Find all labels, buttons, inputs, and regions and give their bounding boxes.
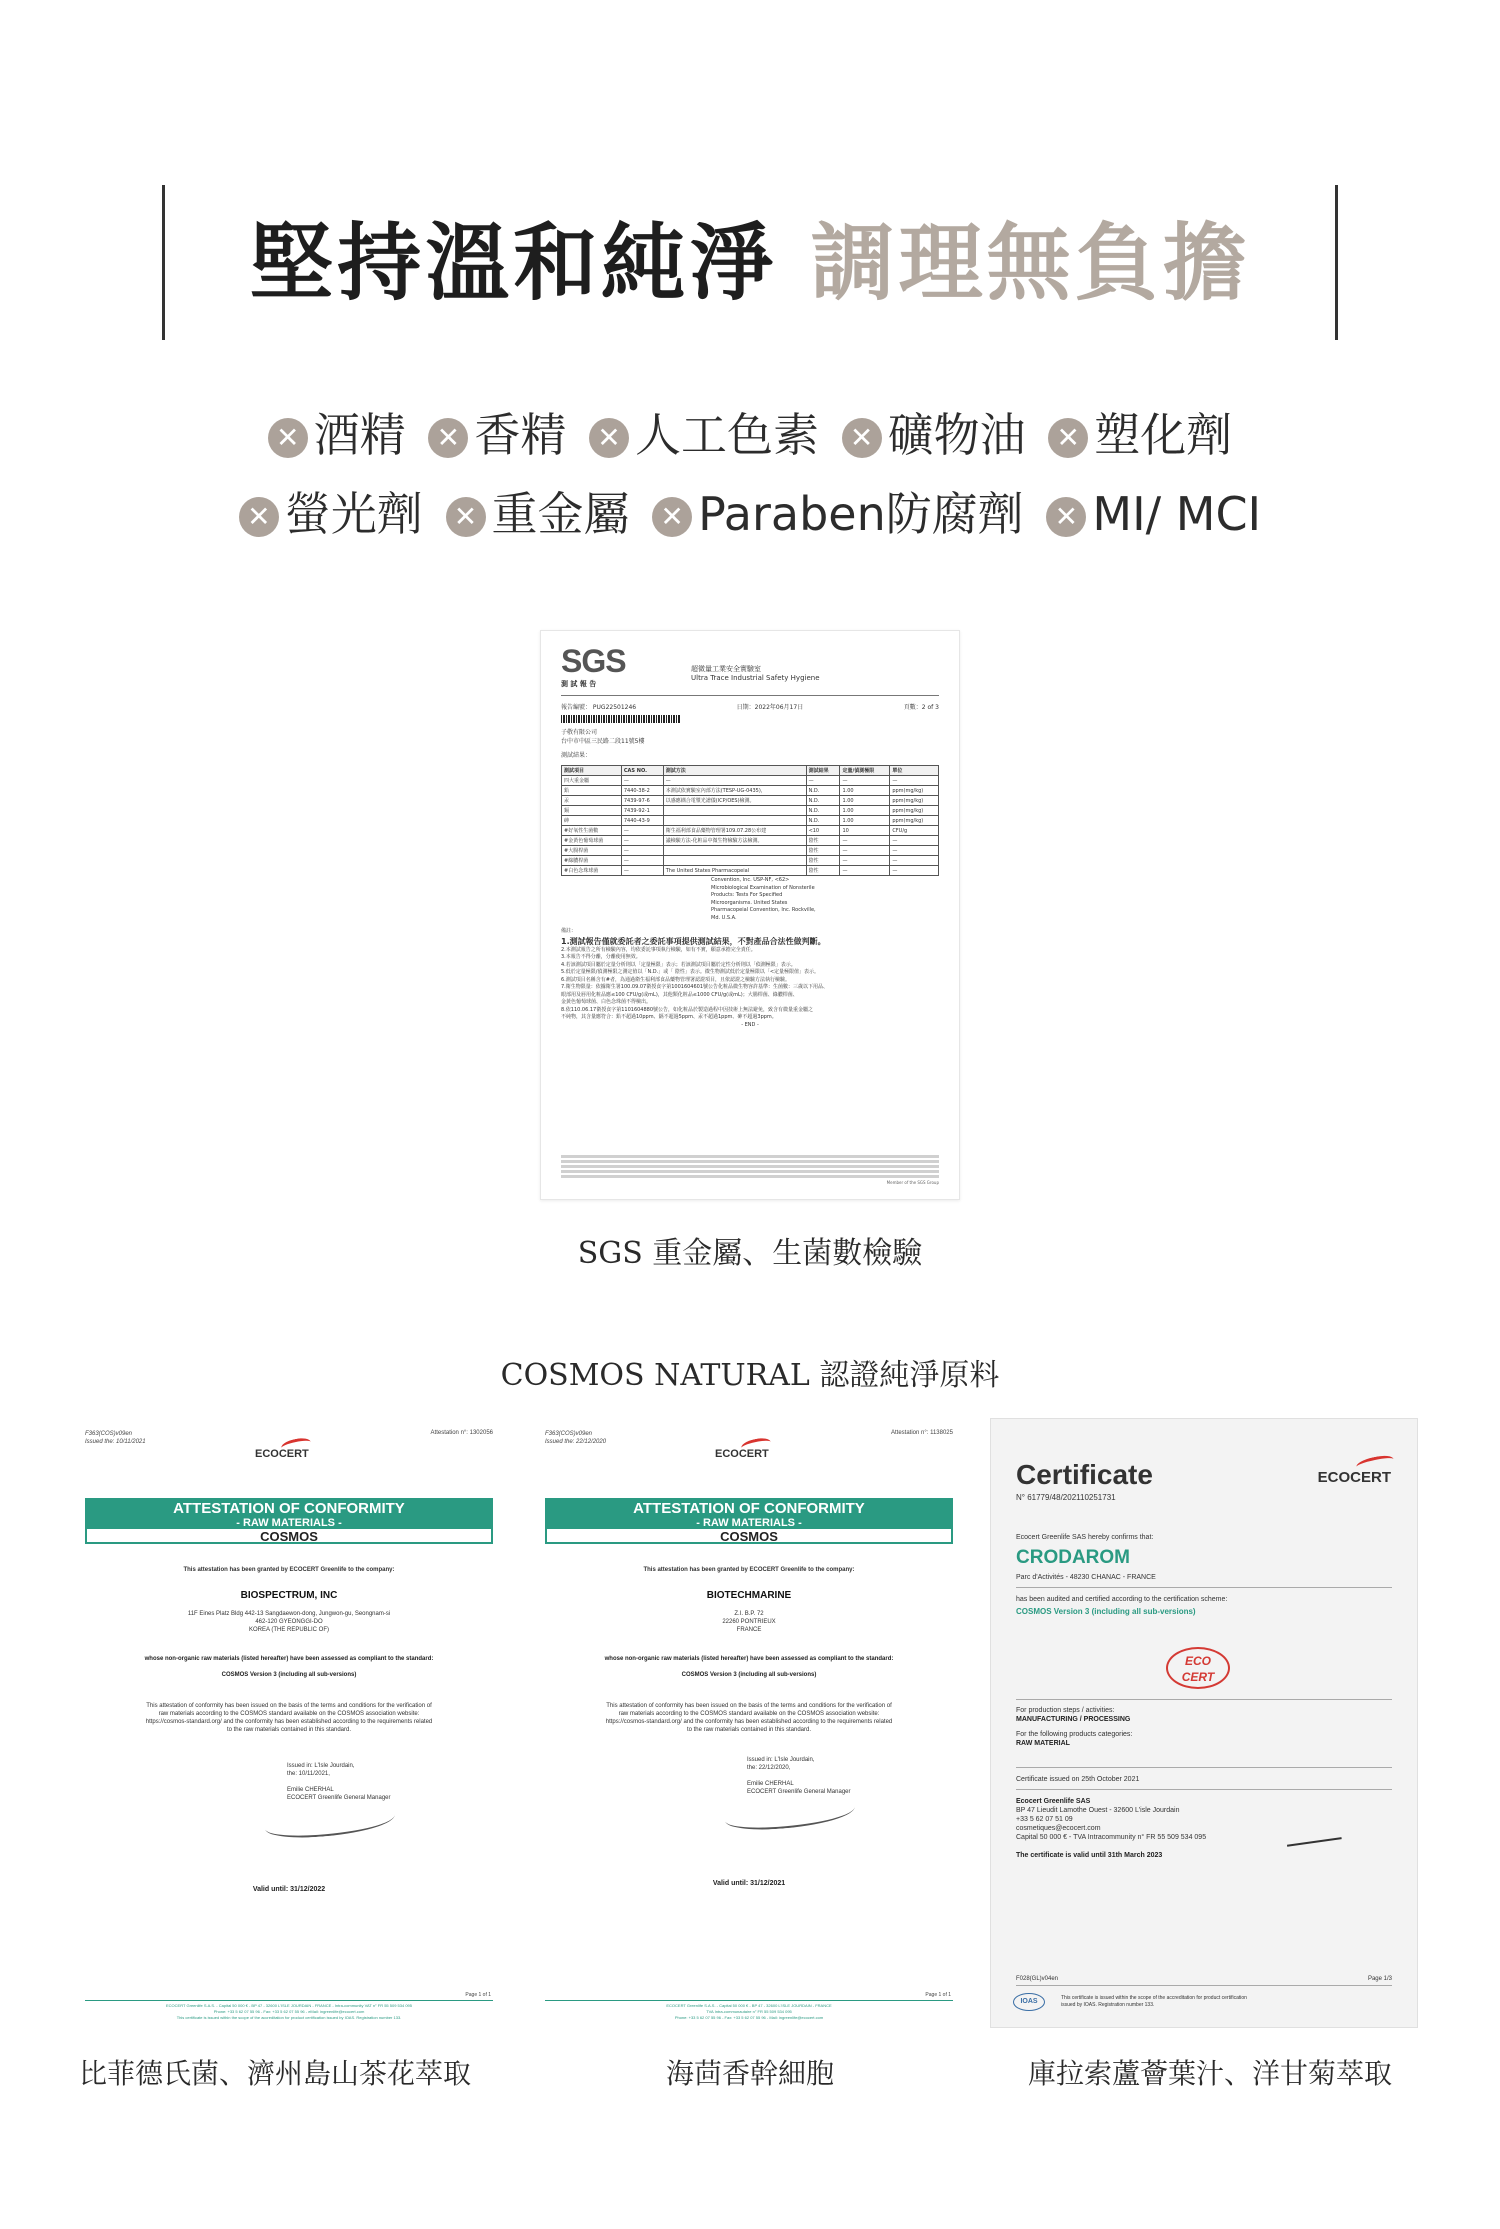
sgs-logo: SGS: [561, 643, 626, 679]
table-cell: 7440-38-2: [621, 786, 663, 796]
footer-rule: [545, 2000, 953, 2001]
divider: [1016, 1699, 1392, 1700]
granted-text: This attestation has been granted by ECOCERT Greenlife to the company:: [643, 1567, 855, 1573]
sgs-report-label: 測 試 報 告: [561, 680, 597, 688]
form-ref: F363(COS)v09en Issued the: 22/12/2020: [545, 1431, 607, 1445]
cosmos-caption: COSMOS NATURAL 認證純淨原料: [500, 1358, 1000, 1393]
compliant-text: whose non-organic raw materials (listed hereafter) have been assessed as compliant to the standard:: [604, 1656, 894, 1662]
table-cell: CFU/g: [890, 826, 939, 836]
x-circle-icon: ✕: [842, 418, 882, 458]
table-cell: ppm(mg/kg): [890, 786, 939, 796]
free-from-item: ✕ 塑化劑: [1048, 405, 1232, 465]
scheme-text: COSMOS Version 3 (including all sub-versions): [1016, 1607, 1196, 1616]
page-title-frame: [162, 185, 1338, 340]
table-cell: [663, 816, 806, 826]
company-name: CRODAROM: [1016, 1547, 1130, 1568]
sgs-client: 子敬有限公司: [561, 729, 598, 736]
company-address: 11F Eines Platz Bldg 442-13 Sangdaewon-dong, Jungwon-gu, Seongnam-si 462-120 GYEONGGI-DO KOREA (THE REPUBLIC OF): [187, 1611, 391, 1633]
table-cell: —: [621, 826, 663, 836]
cert-caption-1: 比菲德氏菌、濟州島山茶花萃取: [78, 2057, 471, 2090]
table-cell: —: [621, 866, 663, 876]
table-cell: 鎘: [562, 806, 622, 816]
signature: [724, 1796, 856, 1833]
standard-text: COSMOS Version 3 (including all sub-versions): [221, 1672, 357, 1678]
title-dark-part: 堅持溫和純淨: [249, 213, 778, 312]
divider: [1016, 1767, 1392, 1768]
table-header-row: 測試項目 CAS NO. 測試方法 測試結果 定量/偵測極限 單位: [562, 766, 939, 776]
table-cell: 7439-97-6: [621, 796, 663, 806]
table-cell: 陰性: [806, 866, 840, 876]
ecocert-logo: ECOCERT: [255, 1448, 309, 1460]
table-cell: N.D.: [806, 786, 840, 796]
table-cell: [663, 856, 806, 866]
sgs-caption: SGS 重金屬、生菌數檢驗: [577, 1236, 923, 1271]
page-number: Page 1 of 1: [925, 1992, 951, 1998]
ecocert-attestation-1: [75, 1418, 503, 2028]
signature: [1285, 1825, 1341, 1847]
signature: [264, 1804, 396, 1841]
x-circle-icon: ✕: [1048, 418, 1088, 458]
steps-label: For production steps / activities:: [1016, 1707, 1115, 1714]
ecocert-attestation-2: [535, 1418, 963, 2028]
table-row: [562, 836, 939, 846]
table-row: [562, 796, 939, 806]
table-cell: ppm(mg/kg): [890, 796, 939, 806]
free-from-item: ✕ Paraben防腐劑: [652, 484, 1024, 544]
steps-value: MANUFACTURING / PROCESSING: [1016, 1716, 1131, 1723]
issued-block: Issued in: L'Isle Jourdain, the: 10/11/2021, Emilie CHERHAL ECOCERT Greenlife General Manager: [287, 1763, 391, 1801]
table-row: [562, 826, 939, 836]
table-cell: <10: [806, 826, 840, 836]
table-cell: #綠膿桿菌: [562, 856, 622, 866]
cert-caption-3: 庫拉索蘆薈葉汁、洋甘菊萃取: [1027, 2057, 1392, 2090]
table-cell: —: [806, 776, 840, 786]
confirms-text: Ecocert Greenlife SAS hereby confirms that:: [1016, 1534, 1154, 1541]
table-cell: 衛生福利部食品藥物管理署109.07.28公布建: [663, 826, 806, 836]
free-from-item: ✕ 螢光劑: [239, 484, 423, 544]
table-cell: —: [890, 856, 939, 866]
divider: [1016, 1789, 1392, 1790]
table-cell: #白色念珠球菌: [562, 866, 622, 876]
footer-text: ECOCERT Greenlife S.A.S. - Capital 50 000 € - BP 47 - 32600 L'ISLE JOURDAIN - FRANCE TVA Intra-communautaire n° FR 55 509 534 095 Phone: +33 5 62 07 55 96 - Fax: +33 5 62 07 55 96 - Mail: ingreenlife@ecocert.com: [666, 2003, 832, 2020]
table-cell: —: [621, 836, 663, 846]
free-from-item: ✕ 礦物油: [842, 405, 1026, 465]
audited-text: has been audited and certified according to the certification scheme:: [1016, 1596, 1228, 1603]
table-cell: N.D.: [806, 796, 840, 806]
sgs-address: 台中市中區三民路二段11號5樓: [561, 738, 645, 745]
basis-text: This attestation of conformity has been issued on the basis of the terms and conditions for the verification of raw materials according to the COSMOS standard available on the COSMOS association website: https://cosmos-standard.org/ and the conformity has been established according to the requirements related to the raw materials contained in this standard.: [605, 1703, 893, 1733]
issuer-block: Ecocert Greenlife SAS BP 47 Lieudit Lamothe Ouest - 32600 L'isle Jourdain +33 5 62 07 51 09 cosmetiques@ecocert.com Capital 50 000 € - TVA Intracommunity n° FR 55 509 534 095: [1016, 1798, 1207, 1841]
compliant-text: whose non-organic raw materials (listed hereafter) have been assessed as compliant to the standard:: [144, 1656, 434, 1662]
standard-text: COSMOS Version 3 (including all sub-versions): [681, 1672, 817, 1678]
attestation-banner: ATTESTATION OF CONFORMITY - RAW MATERIALS - COSMOS: [85, 1498, 493, 1544]
table-row: [562, 806, 939, 816]
barcode-icon: [561, 715, 681, 723]
page-number: Page 1 of 1: [465, 1992, 491, 1998]
table-cell: 議檢驗方法-化粧品中微生物檢驗方法檢測。: [663, 836, 806, 846]
x-circle-icon: ✕: [268, 418, 308, 458]
table-cell: #金黃色葡萄球菌: [562, 836, 622, 846]
table-cell: 1.00: [840, 796, 890, 806]
table-cell: #大腸桿菌: [562, 846, 622, 856]
company-address: Parc d'Activités - 48230 CHANAC - FRANCE: [1016, 1574, 1156, 1581]
table-cell: 10: [840, 826, 890, 836]
divider: [1016, 1587, 1392, 1588]
free-from-row-2: [0, 484, 1500, 544]
table-cell: —: [621, 776, 663, 786]
table-row: [562, 816, 939, 826]
sgs-footer: Member of the SGS Group: [561, 1153, 939, 1186]
ecocert-seal-icon: ECO CERT: [1166, 1647, 1230, 1689]
valid-until: Valid until: 31/12/2021: [712, 1880, 786, 1887]
free-from-row-1: [0, 405, 1500, 465]
company-name: BIOTECHMARINE: [706, 1590, 792, 1601]
ioas-logo: IOAS: [1013, 1993, 1045, 2011]
x-circle-icon: ✕: [428, 418, 468, 458]
table-cell: 四大重金屬: [562, 776, 622, 786]
table-cell: 本測試依實驗室內部方法(TESP-UG-0435)，: [663, 786, 806, 796]
table-row: [562, 846, 939, 856]
table-cell: 陰性: [806, 836, 840, 846]
sgs-report-meta: 報告編號： PUG22501246 日期：2022年06月17日 頁數：2 of 3: [561, 704, 939, 711]
footer-text: ECOCERT Greenlife S.A.S. - Capital 50 000 € - BP 47 - 32600 L'ISLE JOURDAIN - FRANCE - Intra-community VAT n° FR 55 509 534 095 Phone: +33 5 62 07 55 96 - Fax: +33 5 62 07 55 96 - eMail: ingreenlife@ecocert.com This certificate is issued within the scope of the accreditation for product certification issued by IOAS. Registration number 133.: [165, 2003, 413, 2020]
granted-text: This attestation has been granted by ECOCERT Greenlife to the company:: [183, 1567, 395, 1573]
sgs-results-table: [561, 765, 939, 876]
valid-until: The certificate is valid until 31th March 2023: [1016, 1852, 1163, 1859]
footer-text: This certificate is issued within the scope of the accreditation for product certification issued by IOAS. Registration number 133.: [1061, 1995, 1247, 2008]
free-from-item: ✕ 重金屬: [446, 484, 630, 544]
table-cell: 1.00: [840, 806, 890, 816]
divider: [1016, 1985, 1392, 1986]
sgs-notes: 備註： 1.測試報告僅就委託者之委託事項提供測試結果，不對產品合法性做判斷。 2.本測試報告之所有檢驗內容，均依委託事項執行檢驗，如有不實，願意承擔完全責任。 3.本報告不得分離，分離使用無效。 4.若該測試項目屬於定量分析則以「定量極限」表示；若該測試項目屬於定性分析則以「偵測極限」表示。 5.低於定量極限/偵測極限之測定值以「N.D.」或「 陰性」表示。微生物測試低於定量極限以「<定量極限值」表示。 6.測試項目名稱含有#者，為通過衛生福利部食品藥物管理署認證項目，且依認證之檢驗方法執行檢驗。 7.衛生物限量：依據衛生署100.09.07衛授食字第1001604601號公告化粧品微生物容許基準：生菌數：三歲以下用品、 眼部用及唇用化粧品應≤100 CFU/g(或mL)，其他類化粧品≤1000 CFU/g(或mL)；大腸桿菌、綠膿桿菌、 金黃色葡萄球菌、白色念珠菌不得檢出。 8.依110.06.17衛授食字第1101604880號公告，如化粧品於製造過程中因技術上無法避免，致含有微量重金屬之 不純物，其含量應符合：鉛不超過10ppm、鎘不超過5ppm、汞不超過1ppm、砷不超過3ppm。 - END -: [561, 928, 829, 1028]
table-cell: —: [840, 866, 890, 876]
x-circle-icon: ✕: [1046, 497, 1086, 537]
table-cell: —: [840, 846, 890, 856]
attestation-number: Attestation n°: 1138025: [890, 1430, 953, 1436]
table-cell: ppm(mg/kg): [890, 816, 939, 826]
x-circle-icon: ✕: [589, 418, 629, 458]
sgs-table-body: [562, 776, 939, 876]
table-cell: 7439-92-1: [621, 806, 663, 816]
x-circle-icon: ✕: [652, 497, 692, 537]
page-number: Page 1/3: [1367, 1976, 1392, 1982]
table-cell: 陰性: [806, 846, 840, 856]
table-cell: [663, 846, 806, 856]
issued-on: Certificate issued on 25th October 2021: [1016, 1776, 1140, 1783]
sgs-results-label: 測試結果：: [561, 752, 592, 759]
x-circle-icon: ✕: [239, 497, 279, 537]
page-title: [162, 213, 1338, 313]
ecocert-logo: ECOCERT: [715, 1448, 769, 1460]
table-cell: —: [890, 776, 939, 786]
x-circle-icon: ✕: [446, 497, 486, 537]
table-cell: 砷: [562, 816, 622, 826]
footer-rule: [85, 2000, 493, 2001]
company-address: Z.I. B.P. 72 22260 PONTRIEUX FRANCE: [722, 1611, 776, 1633]
table-cell: #好氧性生菌數: [562, 826, 622, 836]
certificate-title: Certificate: [1016, 1459, 1153, 1490]
categories-label: For the following products categories:: [1016, 1731, 1133, 1738]
form-ref: F363(COS)v09en Issued the: 10/11/2021: [85, 1431, 146, 1445]
table-cell: —: [840, 776, 890, 786]
table-cell: ppm(mg/kg): [890, 806, 939, 816]
table-cell: N.D.: [806, 816, 840, 826]
table-cell: —: [663, 776, 806, 786]
table-cell: 1.00: [840, 816, 890, 826]
table-cell: [663, 806, 806, 816]
ecocert-logo: ECOCERT: [1318, 1469, 1391, 1486]
table-row: [562, 856, 939, 866]
title-light-part: 調理無負擔: [810, 213, 1251, 312]
table-cell: —: [890, 866, 939, 876]
attestation-banner: ATTESTATION OF CONFORMITY - RAW MATERIALS - COSMOS: [545, 1498, 953, 1544]
categories-value: RAW MATERIAL: [1016, 1740, 1070, 1747]
table-cell: 7440-43-9: [621, 816, 663, 826]
fine-print: [561, 1155, 939, 1178]
table-cell: —: [621, 856, 663, 866]
divider: [561, 695, 939, 696]
certificate-number: N° 61779/48/202110251731: [1016, 1493, 1116, 1502]
sgs-test-report: [540, 630, 960, 1200]
form-ref: F028(GL)v04en: [1016, 1976, 1059, 1982]
free-from-item: ✕ 香精: [428, 405, 566, 465]
issued-block: Issued in: L'Isle Jourdain, the: 22/12/2020, Emilie CHERHAL ECOCERT Greenlife General Manager: [747, 1757, 851, 1795]
sgs-lab-name: 超微量工業安全實驗室 Ultra Trace Industrial Safety Hygiene: [691, 665, 820, 682]
table-cell: 陰性: [806, 856, 840, 866]
valid-until: Valid until: 31/12/2022: [252, 1886, 326, 1893]
free-from-item: ✕ 人工色素: [589, 405, 819, 465]
table-cell: —: [890, 846, 939, 856]
company-name: BIOSPECTRUM, INC: [240, 1590, 338, 1601]
table-cell: The United States Pharmacopeial: [663, 866, 806, 876]
table-cell: —: [890, 836, 939, 846]
table-row: [562, 786, 939, 796]
attestation-number: Attestation n°: 1302056: [430, 1430, 493, 1436]
free-from-item: ✕ 酒精: [268, 405, 406, 465]
table-cell: —: [621, 846, 663, 856]
title-divider-right: [1335, 185, 1338, 340]
table-cell: 以感應耦合電漿光譜儀(ICP/OES)檢測。: [663, 796, 806, 806]
ecocert-certificate-crodarom: [990, 1418, 1418, 2028]
free-from-item: ✕ MI/ MCI: [1046, 484, 1261, 544]
table-cell: 鉛: [562, 786, 622, 796]
table-row: [562, 776, 939, 786]
basis-text: This attestation of conformity has been issued on the basis of the terms and conditions for the verification of raw materials according to the COSMOS standard available on the COSMOS association website: https://cosmos-standard.org/ and the conformity has been established according to the requirements related to the raw materials contained in this standard.: [145, 1703, 433, 1733]
sgs-method-note: Convention, Inc. USP-NF, <62> Microbiological Examination of Nonsterile Products: Tests For Specified Microorganisms. United States Pharmacopeial Convention, Inc. Rockville, Md. U.S.A.: [711, 877, 816, 921]
table-cell: 1.00: [840, 786, 890, 796]
cert-caption-2: 海茴香幹細胞: [665, 2057, 834, 2090]
table-cell: —: [840, 856, 890, 866]
table-cell: N.D.: [806, 806, 840, 816]
table-cell: 汞: [562, 796, 622, 806]
table-cell: —: [840, 836, 890, 846]
table-row: [562, 866, 939, 876]
